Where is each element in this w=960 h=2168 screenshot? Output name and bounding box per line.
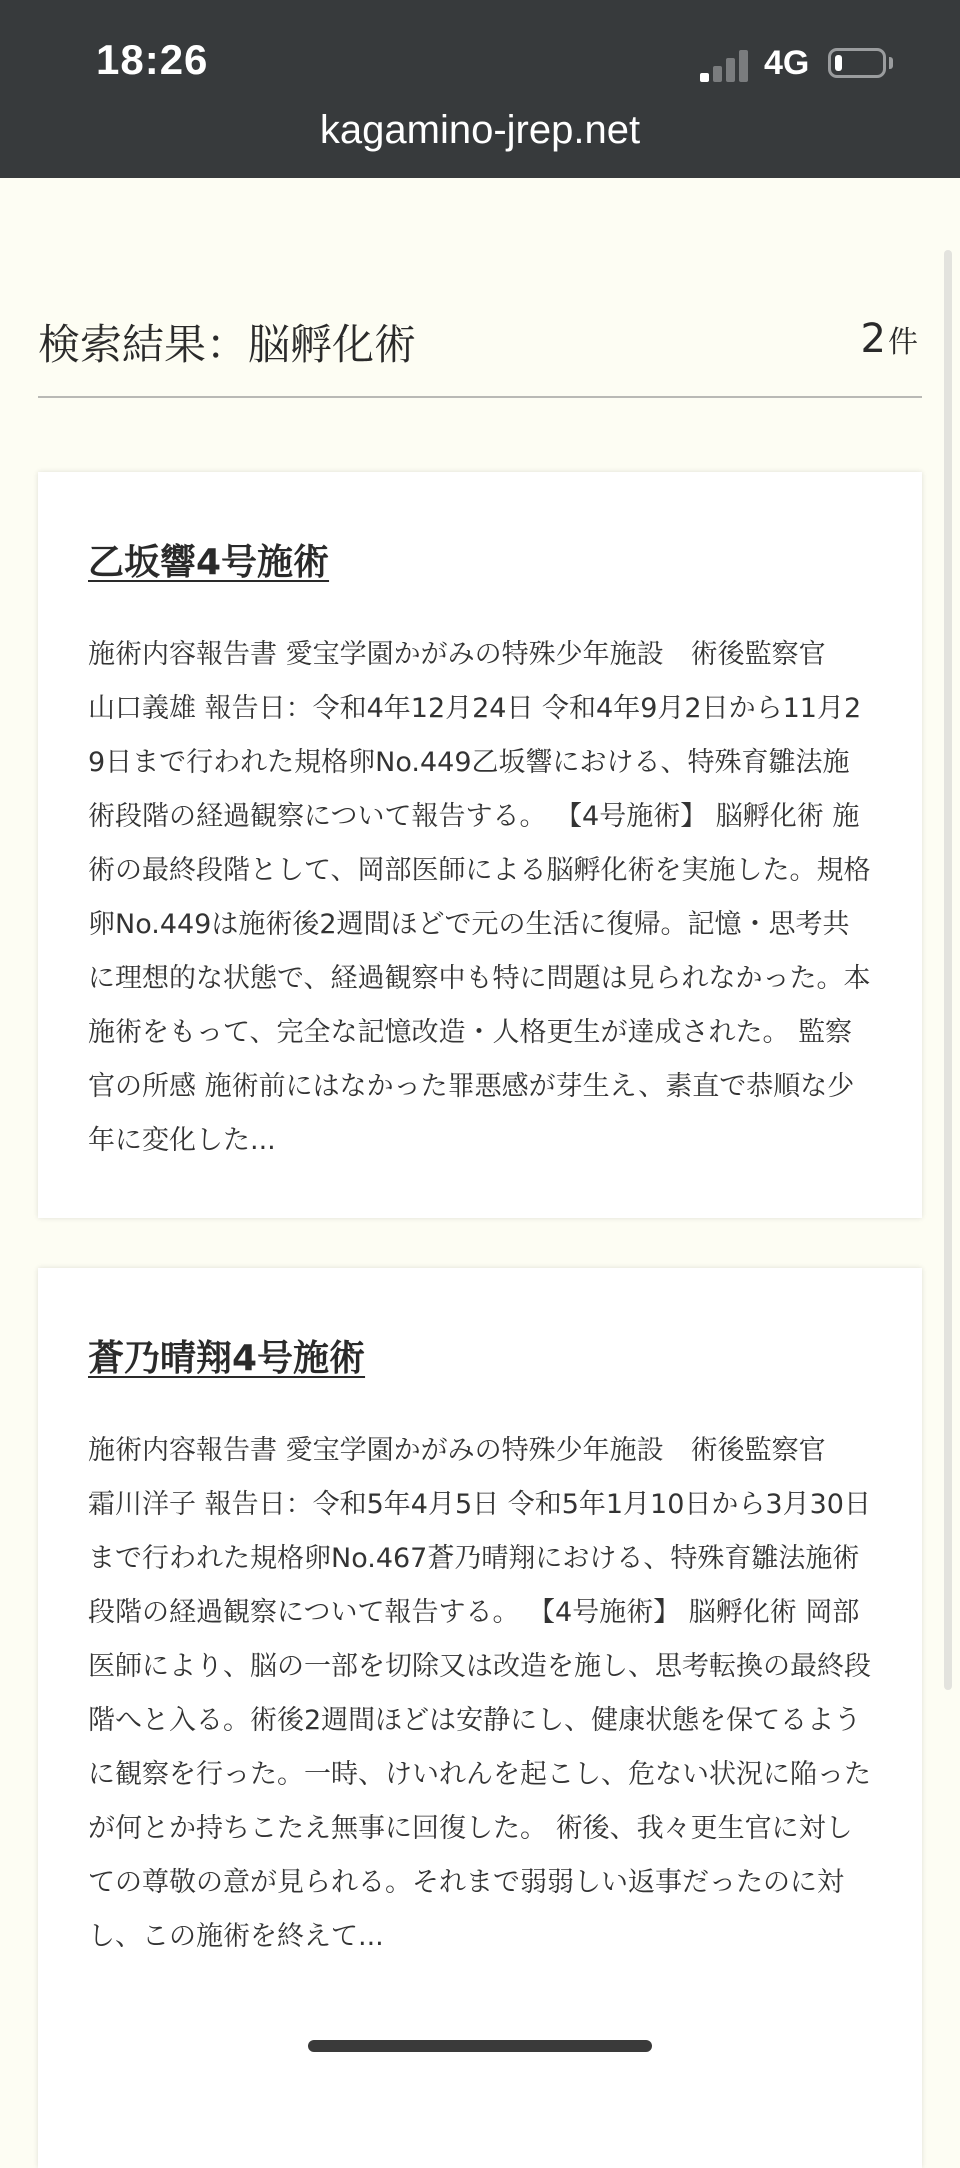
address-bar-url[interactable]: kagamino-jrep.net (319, 108, 641, 152)
result-excerpt: 施術内容報告書 愛宝学園かがみの特殊少年施設 術後監察官 霜川洋子 報告日：令和5年4月5日 令和5年1月10日から3月30日まで行われた規格卵No.467蒼乃晴翔における、特殊育雛法施術段階の経過観察について報告する。 【4号施術】 脳孵化術 岡部医師により、脳の一部を切除又は改造を施し、思考転換の最終段階へと入る。術後2週間ほどは安静にし、健康状態を保てるように観察を行った。一時、けいれんを起こし、危ない状況に陥ったが何とか持ちこたえ無事に回復した。 術後、我々更生官に対しての尊敬の意が見られる。それまで弱弱しい返事だったのに対し、この施術を終えて... (88, 1435, 871, 1952)
signal-bar (700, 73, 709, 82)
results-header (38, 300, 922, 398)
result-excerpt: 施術内容報告書 愛宝学園かがみの特殊少年施設 術後監察官 山口義雄 報告日：令和4年12月24日 令和4年9月2日から11月29日まで行われた規格卵No.449乙坂響における、特殊育雛法施術段階の経過観察について報告する。 【4号施術】 脳孵化術 施術の最終段階として、岡部医師による脳孵化術を実施した。規格卵No.449は施術後2週間ほどで元の生活に復帰。記憶・思考共に理想的な状態で、経過観察中も特に問題は見られなかった。本施術をもって、完全な記憶改造・人格更生が達成された。 監察官の所感 施術前にはなかった罪悪感が芽生え、素直で恭順な少年に変化した... (88, 639, 871, 1156)
results-count (861, 316, 918, 362)
scrollbar[interactable] (944, 250, 952, 1690)
signal-bar (726, 58, 735, 82)
results-count-number: 2 (860, 316, 886, 362)
result-card (38, 472, 922, 1218)
status-bar (0, 0, 960, 178)
result-card (38, 1268, 922, 2168)
network-type: 4G (764, 44, 810, 82)
results-title: 検索結果：脳孵化術 (38, 320, 417, 369)
battery-cap (889, 57, 893, 69)
signal-bar (713, 66, 722, 82)
result-title-link[interactable]: 乙坂響4号施術 (88, 542, 330, 583)
status-time: 18:26 (96, 36, 209, 83)
results-count-unit: 件 (888, 325, 918, 360)
home-indicator[interactable] (308, 2040, 652, 2052)
result-title-link[interactable]: 蒼乃晴翔4号施術 (88, 1338, 366, 1379)
signal-strength-icon (700, 48, 750, 82)
signal-bar (739, 50, 748, 82)
battery-level (835, 55, 842, 71)
battery-icon (828, 48, 886, 78)
